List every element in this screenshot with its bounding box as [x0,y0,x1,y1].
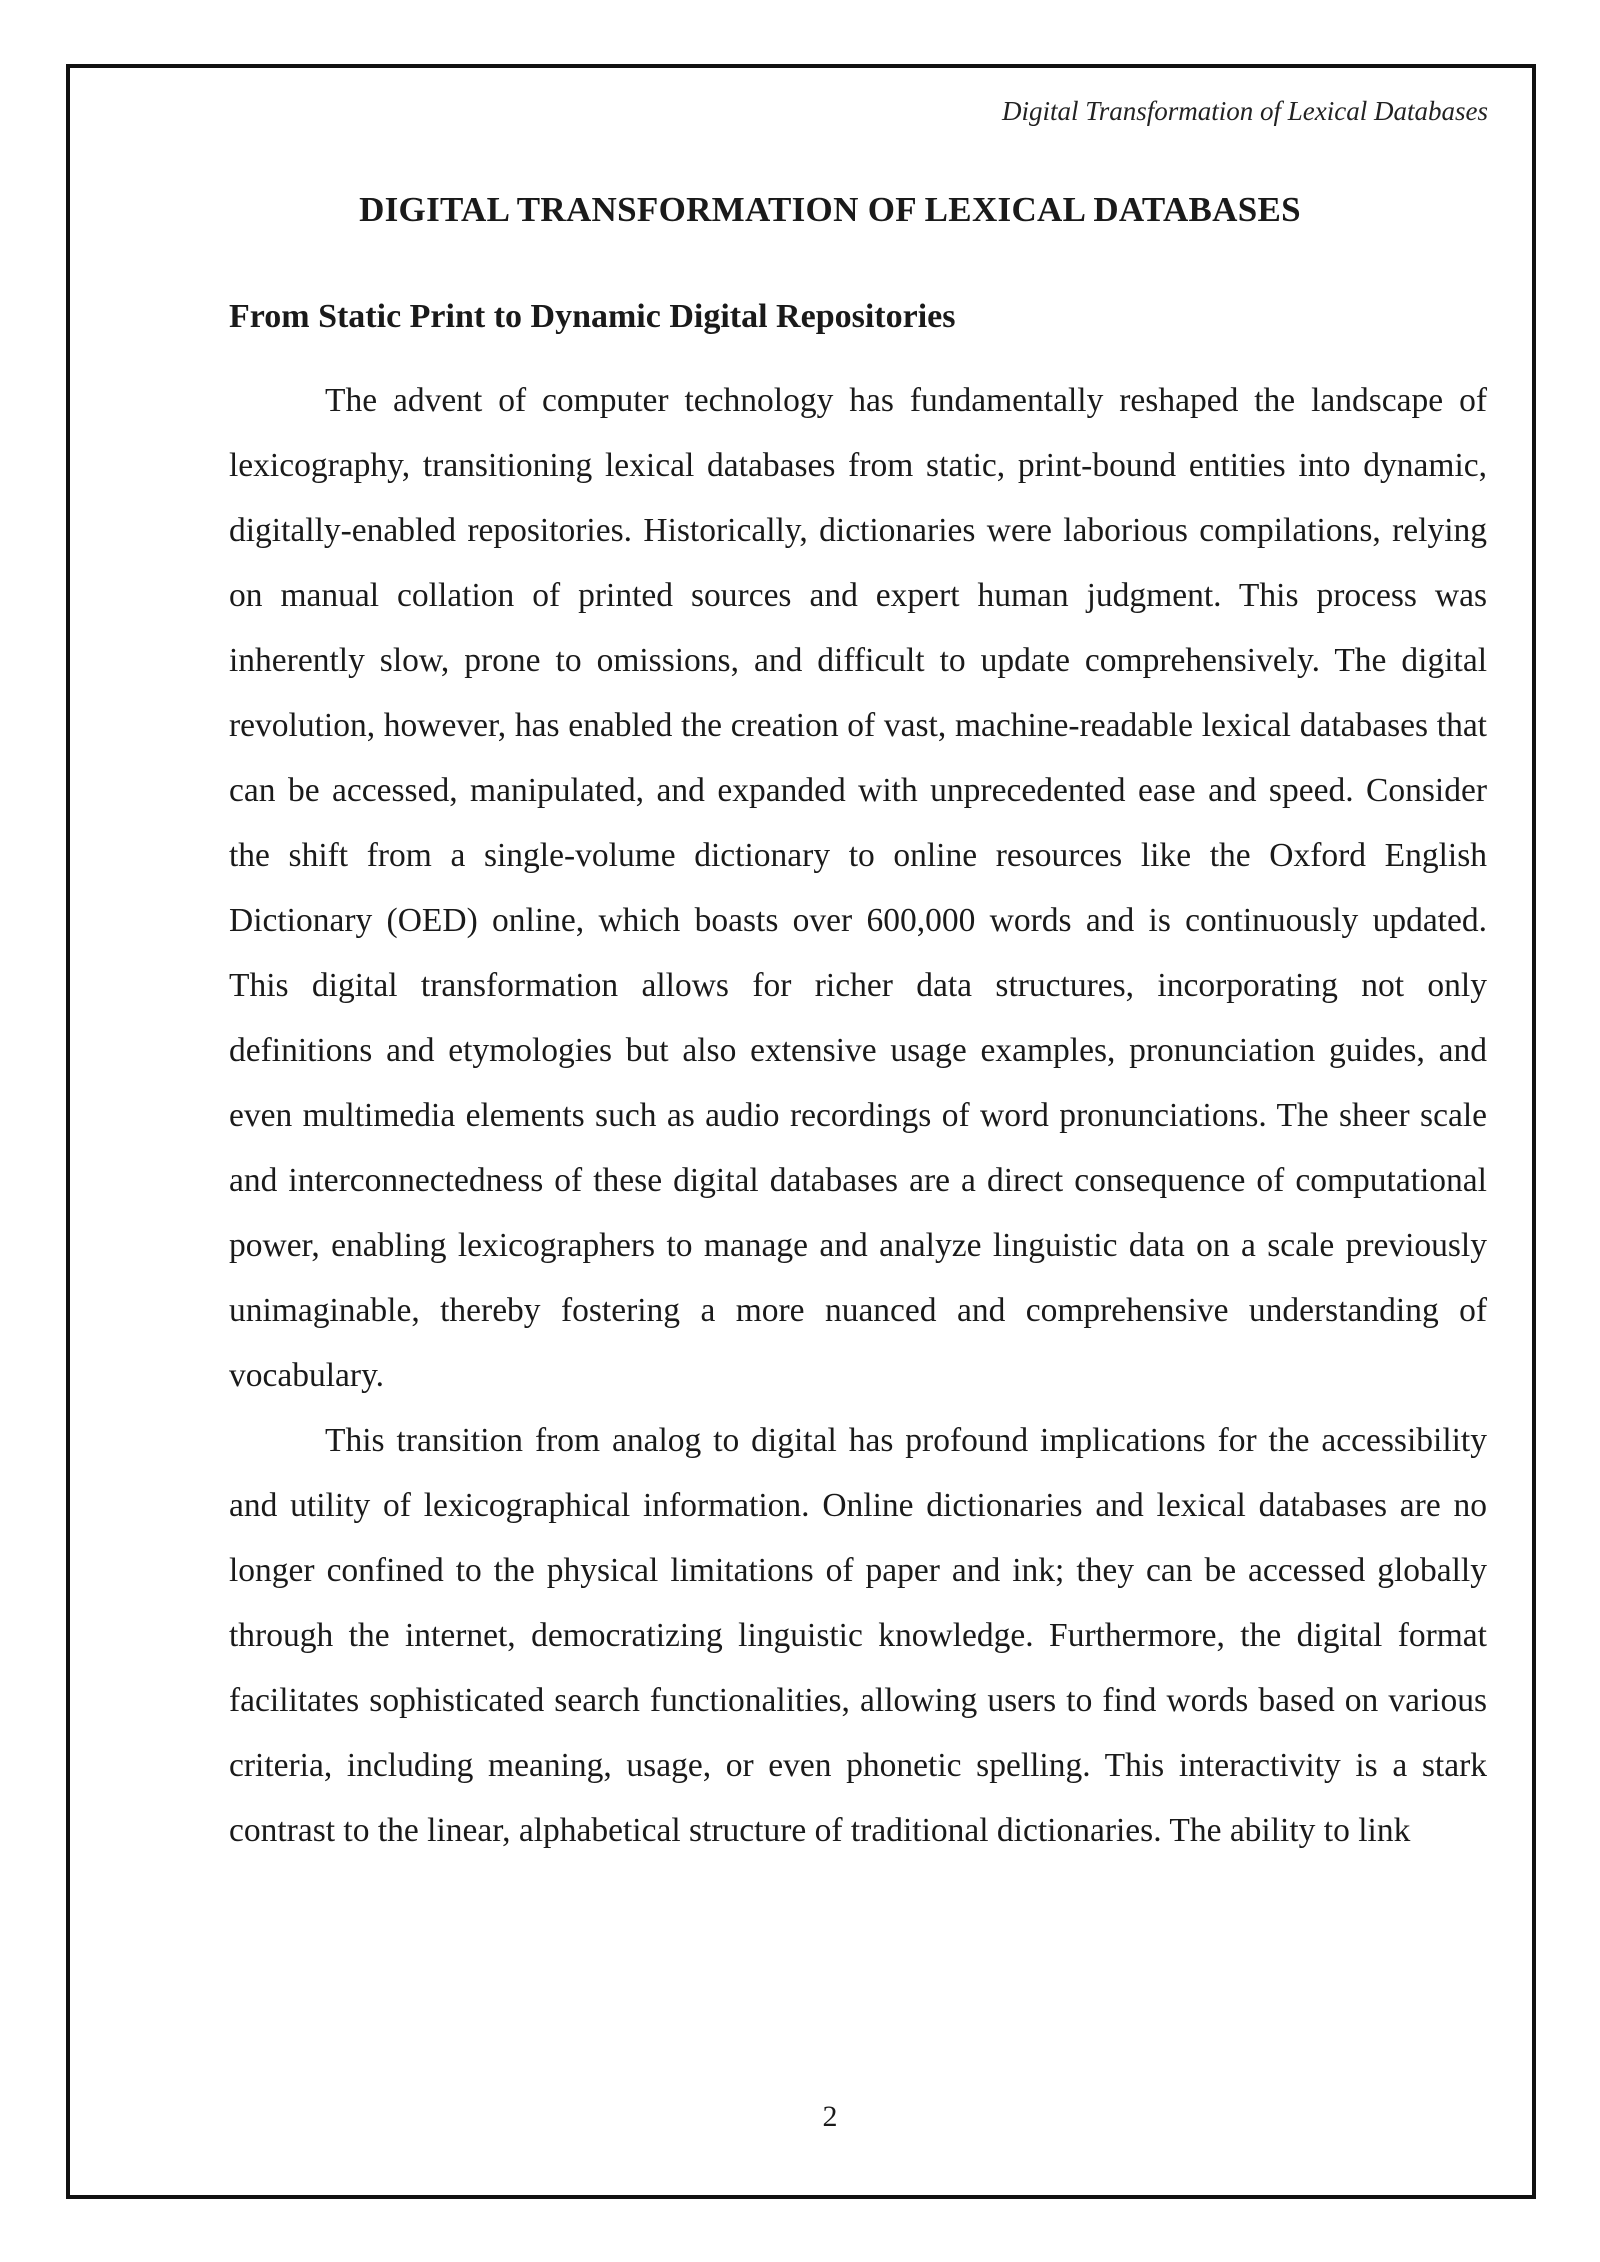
document-title: DIGITAL TRANSFORMATION OF LEXICAL DATABASES [359,190,1301,229]
paragraph: The advent of computer technology has fundamentally reshaped the landscape of lexicography, transitioning lexical databases from static, print-bound entities into dynamic, digitally-enabled repositories. Historically, dictionaries were laborious compilations, relying on manual collation of printed sources and expert human judgment. This process was inherently slow, prone to omissions, and difficult to update comprehensively. The digital revolution, however, has enabled the creation of vast, machine-readable lexical databases that can be accessed, manipulated, and expanded with unprecedented ease and speed. Consider the shift from a single-volume dictionary to online resources like the Oxford English Dictionary (OED) online, which boasts over 600,000 words and is continuously updated. This digital transformation allows for richer data structures, incorporating not only definitions and etymologies but also extensive usage examples, pronunciation guides, and even multimedia elements such as audio recordings of word pronunciations. The sheer scale and interconnectedness of these digital databases are a direct consequence of computational power, enabling lexicographers to manage and analyze linguistic data on a scale previously unimaginable, thereby fostering a more nuanced and comprehensive understanding of vocabulary. [229,382,1487,1394]
paragraph: This transition from analog to digital has profound implications for the accessibility and utility of lexicographical information. Online dictionaries and lexical databases are no longer confined to the physical limitations of paper and ink; they can be accessed globally through the internet, democratizing linguistic knowledge. Furthermore, the digital format facilitates sophisticated search functionalities, allowing users to find words based on various criteria, including meaning, usage, or even phonetic spelling. This interactivity is a stark contrast to the linear, alphabetical structure of traditional dictionaries. The ability to link [229,1422,1487,1849]
running-header: Digital Transformation of Lexical Databases [1001,96,1488,126]
section-heading: From Static Print to Dynamic Digital Repositories [229,298,956,335]
body-text [229,368,1487,1863]
page-number: 2 [822,2100,838,2133]
